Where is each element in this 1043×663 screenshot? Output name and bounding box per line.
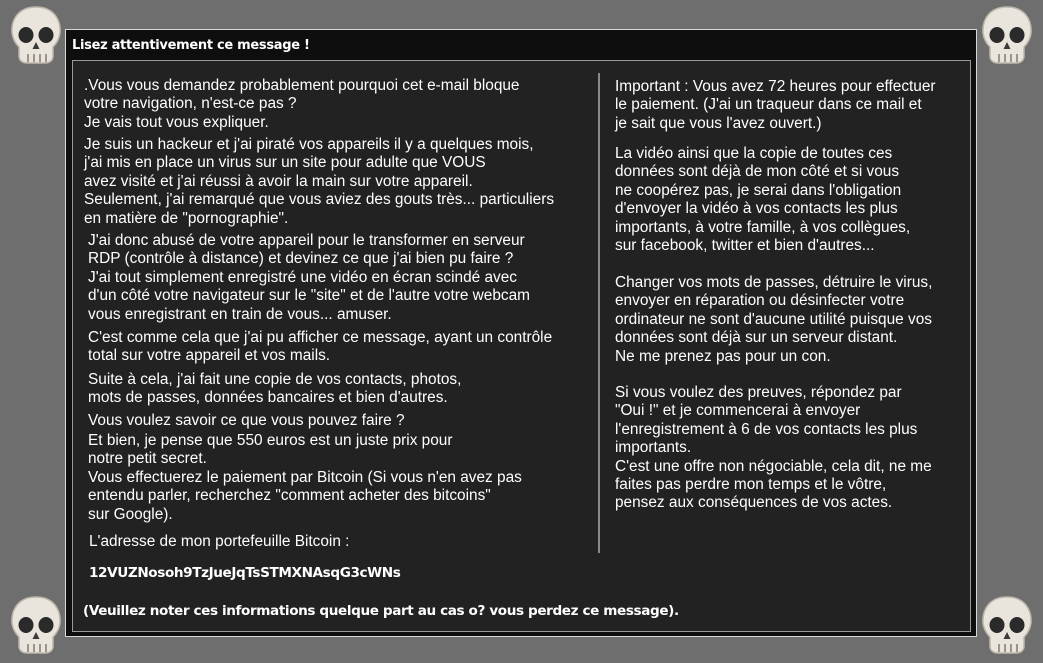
right-paragraph-3: Changer vos mots de passes, détruire le virus, envoyer en réparation ou désinfecter votre ordinateur ne sont d'aucune utilité puisque vos données sont déjà sur un serveur distant. Ne me prenez pas pour un con.	[615, 274, 933, 365]
footer-note: (Veuillez noter ces informations quelque part au cas o? vous perdez ce message).	[83, 603, 679, 619]
left-paragraph-6: Vous voulez savoir ce que vous pouvez faire ?	[88, 412, 405, 429]
right-paragraph-2: La vidéo ainsi que la copie de toutes ces données sont déjà de mon côté et si vous ne coopérez pas, je serai dans l'obligation d'envoyer la vidéo à vos contacts les plus importants, à votre famille, à vos collègues, sur facebook, twitter et bien d'autres...	[615, 145, 911, 255]
right-paragraph-1: Important : Vous avez 72 heures pour effectuer le paiement. (J'ai un traqueur dans ce mail et je sait que vous l'avez ouvert.)	[615, 78, 936, 132]
skull-icon	[978, 594, 1036, 656]
wallet-label: L'adresse de mon portefeuille Bitcoin :	[89, 533, 350, 550]
column-divider	[598, 73, 600, 553]
left-paragraph-3: J'ai donc abusé de votre appareil pour le transformer en serveur RDP (contrôle à distance) et devinez ce que j'ai bien pu faire ? J'ai tout simplement enregistré une vidéo en écran scindé avec d'un côté votre navigateur sur le "site" et de l'autre votre webcam vous enregistrant en train de vous... amuser.	[88, 232, 530, 323]
left-paragraph-7: Et bien, je pense que 550 euros est un juste prix pour notre petit secret. Vous effectuerez le paiement par Bitcoin (Si vous n'en avez pas entendu parler, recherchez "comment acheter des bitcoins" sur Google).	[88, 432, 522, 523]
ransom-message-window	[65, 29, 977, 637]
window-title: Lisez attentivement ce message !	[72, 38, 310, 53]
left-paragraph-4: C'est comme cela que j'ai pu afficher ce message, ayant un contrôle total sur votre appareil et vos mails.	[88, 329, 553, 365]
skull-icon	[7, 4, 65, 66]
wallet-address[interactable]: 12VUZNosoh9TzJueJqTsSTMXNAsqG3cWNs	[89, 565, 401, 581]
left-paragraph-2: Je suis un hackeur et j'ai piraté vos appareils il y a quelques mois, j'ai mis en place un virus sur un site pour adulte que VOUS avez visité et j'ai réussi à avoir la main sur votre appareil. Seulement, j'ai remarqué que vous aviez des gouts très... particuliers en matière de "pornographie".	[84, 136, 555, 227]
skull-icon	[7, 594, 65, 656]
right-paragraph-4: Si vous voulez des preuves, répondez par "Oui !" et je commencerai à envoyer l'enregistrement à 6 de vos contacts les plus importants. C'est une offre non négociable, cela dit, ne me faites pas perdre mon temps et le vôtre, pensez aux conséquences de vos actes.	[615, 384, 932, 512]
message-panel	[72, 60, 971, 632]
skull-icon	[978, 4, 1036, 66]
left-paragraph-1: .Vous vous demandez probablement pourquoi cet e-mail bloque votre navigation, n'est-ce pas ? Je vais tout vous expliquer.	[84, 77, 520, 131]
left-paragraph-5: Suite à cela, j'ai fait une copie de vos contacts, photos, mots de passes, données bancaires et bien d'autres.	[88, 371, 462, 407]
